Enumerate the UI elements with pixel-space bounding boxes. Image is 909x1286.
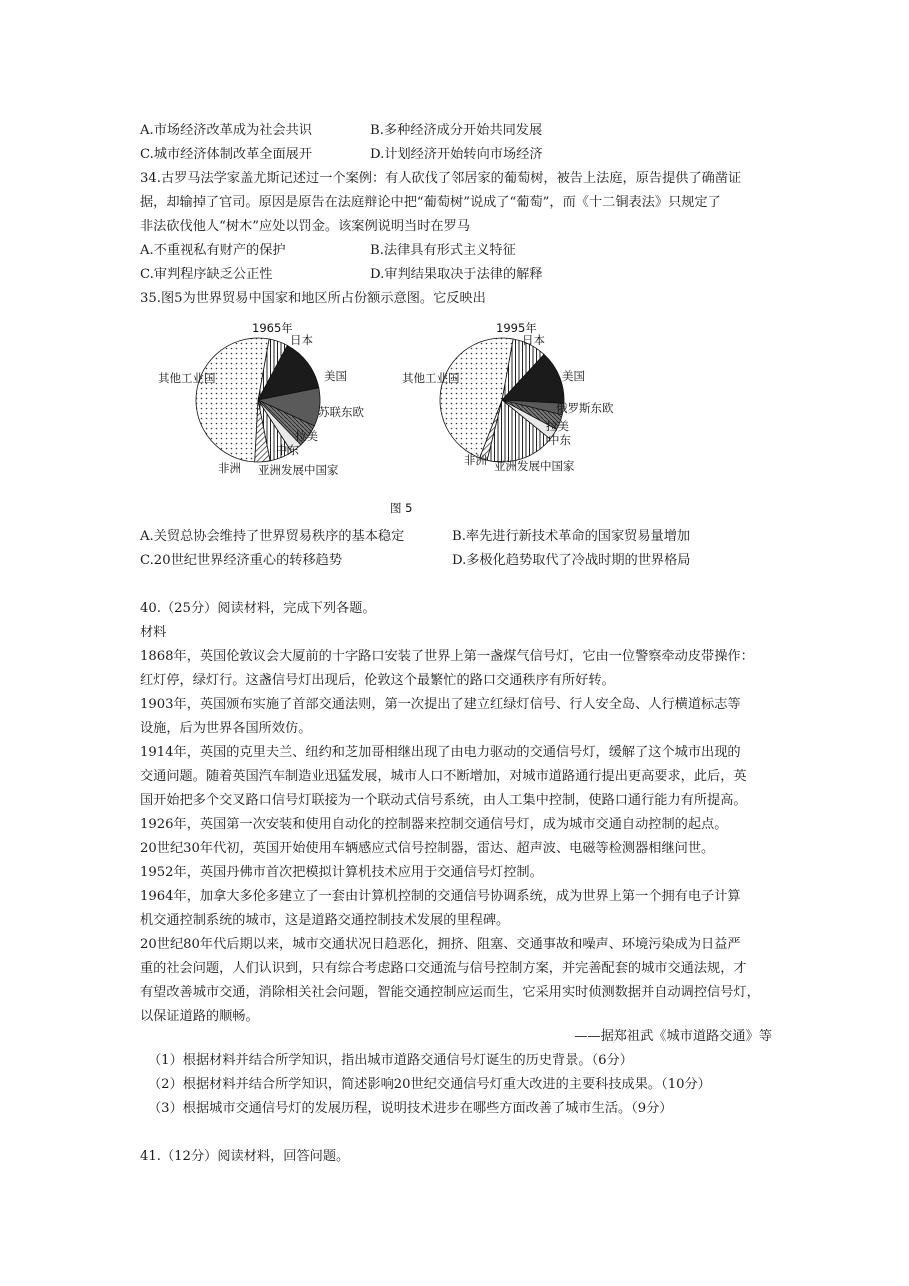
- q33-option-b: B.多种经济成分开始共同发展: [370, 123, 543, 138]
- pie-label: 俄罗斯东欧: [556, 401, 614, 415]
- q40-material-line: 重的社会问题，人们认识到，只有综合考虑路口交通流与信号控制方案，并完善配套的城市交通法规，才: [140, 961, 747, 976]
- q40-material-line: 机交通控制系统的城市，这是道路交通控制技术发展的里程碑。: [140, 913, 510, 928]
- q40-material-line: 20世纪30年代初，英国开始使用车辆感应式信号控制器，雷达、超声波、电磁等检测器相继问世。: [140, 841, 715, 856]
- pie-label: 非洲: [218, 461, 241, 475]
- trade-share-figure: [140, 312, 660, 522]
- q33-option-d: D.计划经济开始转向市场经济: [370, 147, 543, 162]
- q41-heading: 41.（12分）阅读材料，回答问题。: [140, 1149, 350, 1164]
- q35-option-a: A.关贸总协会维持了世界贸易秩序的基本稳定: [140, 529, 405, 544]
- pie-label: 苏联东欧: [318, 405, 364, 419]
- pie-label: 拉美: [546, 419, 569, 433]
- q35-option-b: B.率先进行新技术革命的国家贸易量增加: [452, 529, 691, 544]
- figure-caption: 图 5: [390, 501, 413, 515]
- pie-label: 其他工业国: [402, 371, 460, 385]
- q40-material-line: 1926年，英国第一次安装和使用自动化的控制器来控制交通信号灯，成为城市交通自动控制的起点。: [140, 817, 728, 832]
- pie-title: 1995年: [496, 321, 537, 335]
- q40-question-2: （2）根据材料并结合所学知识，简述影响20世纪交通信号灯重大改进的主要科技成果。（10分）: [148, 1077, 711, 1092]
- pie-chart-1995: [402, 321, 614, 473]
- q34-option-b: B.法律具有形式主义特征: [370, 243, 516, 258]
- pie-label: 亚洲发展中国家: [494, 459, 575, 473]
- pie-label: 拉美: [295, 429, 318, 443]
- q40-material-line: 交通问题。随着英国汽车制造业迅猛发展，城市人口不断增加，对城市道路通行提出更高要求，此后，英: [140, 769, 747, 784]
- pie-label: 亚洲发展中国家: [258, 463, 339, 477]
- pie-chart-1965: [158, 321, 364, 477]
- q40-material-line: 1952年，英国丹佛市首次把模拟计算机技术应用于交通信号灯控制。: [140, 865, 543, 880]
- q40-material-line: 以保证道路的顺畅。: [140, 1009, 259, 1024]
- q40-material-line: 有望改善城市交通，消除相关社会问题，智能交通控制应运而生，它采用实时侦测数据并自动调控信号灯，: [140, 985, 760, 1000]
- q35-stem: 35.图5为世界贸易中国家和地区所占份额示意图。它反映出: [140, 291, 486, 306]
- q40-question-3: （3）根据城市交通信号灯的发展历程，说明技术进步在哪些方面改善了城市生活。（9分）: [148, 1101, 673, 1116]
- q34-stem-line-2: 据，却输掉了官司。原因是原告在法庭辩论中把“葡萄树”说成了“葡萄”，而《十二铜表法》只规定了: [140, 195, 721, 210]
- q40-material-line: 1914年，英国的克里夫兰、纽约和芝加哥相继出现了由电力驱动的交通信号灯，缓解了这个城市出现的: [140, 745, 741, 760]
- pie-title: 1965年: [252, 321, 293, 335]
- q40-source: ——据郑祖武《城市道路交通》等: [574, 1029, 772, 1044]
- q34-option-d: D.审判结果取决于法律的解释: [370, 267, 543, 282]
- pie-label: 日本: [522, 333, 545, 347]
- q34-stem-line-3: 非法砍伐他人“树木”应处以罚金。该案例说明当时在罗马: [140, 219, 470, 234]
- q35-option-c: C.20世纪世界经济重心的转移趋势: [140, 553, 343, 568]
- q35-option-d: D.多极化趋势取代了冷战时期的世界格局: [452, 553, 691, 568]
- q34-option-a: A.不重视私有财产的保护: [140, 243, 286, 258]
- q40-question-1: （1）根据材料并结合所学知识，指出城市道路交通信号灯诞生的历史背景。（6分）: [148, 1053, 633, 1068]
- pie-label: 非洲: [464, 453, 487, 467]
- pie-label: 美国: [324, 369, 347, 383]
- q40-material-line: 1903年，英国颁布实施了首部交通法则，第一次提出了建立红绿灯信号、行人安全岛、人行横道标志等: [140, 697, 741, 712]
- q40-heading: 40.（25分）阅读材料，完成下列各题。: [140, 601, 376, 616]
- q40-material-line: 1964年，加拿大多伦多建立了一套由计算机控制的交通信号协调系统，成为世界上第一个拥有电子计算: [140, 889, 741, 904]
- pie-label: 日本: [290, 333, 313, 347]
- pie-label: 中东: [276, 443, 299, 457]
- pie-label: 中东: [548, 433, 571, 447]
- q40-material-line: 国开始把多个交叉路口信号灯联接为一个联动式信号系统，由人工集中控制，使路口通行能力有所提高。: [140, 793, 747, 808]
- q40-material-label: 材料: [140, 625, 167, 640]
- q34-option-c: C.审判程序缺乏公正性: [140, 267, 273, 282]
- q40-material-line: 1868年，英国伦敦议会大厦前的十字路口安装了世界上第一盏煤气信号灯，它由一位警察牵动皮带操作：: [140, 649, 754, 664]
- q33-option-a: A.市场经济改革成为社会共识: [140, 123, 312, 138]
- q40-material-line: 设施，后为世界各国所效仿。: [140, 721, 312, 736]
- pie-label: 其他工业国: [158, 371, 216, 385]
- q34-stem-line-1: 34.古罗马法学家盖尤斯记述过一个案例：有人砍伐了邻居家的葡萄树，被告上法庭，原告提供了确凿证: [140, 171, 742, 186]
- q33-option-c: C.城市经济体制改革全面展开: [140, 147, 313, 162]
- q40-material-line: 红灯停，绿灯行。这盏信号灯出现后，伦敦这个最繁忙的路口交通秩序有所好转。: [140, 673, 615, 688]
- pie-label: 美国: [562, 369, 585, 383]
- q40-material-line: 20世纪80年代后期以来，城市交通状况日趋恶化，拥挤、阻塞、交通事故和噪声、环境污染成为日益严: [140, 937, 741, 952]
